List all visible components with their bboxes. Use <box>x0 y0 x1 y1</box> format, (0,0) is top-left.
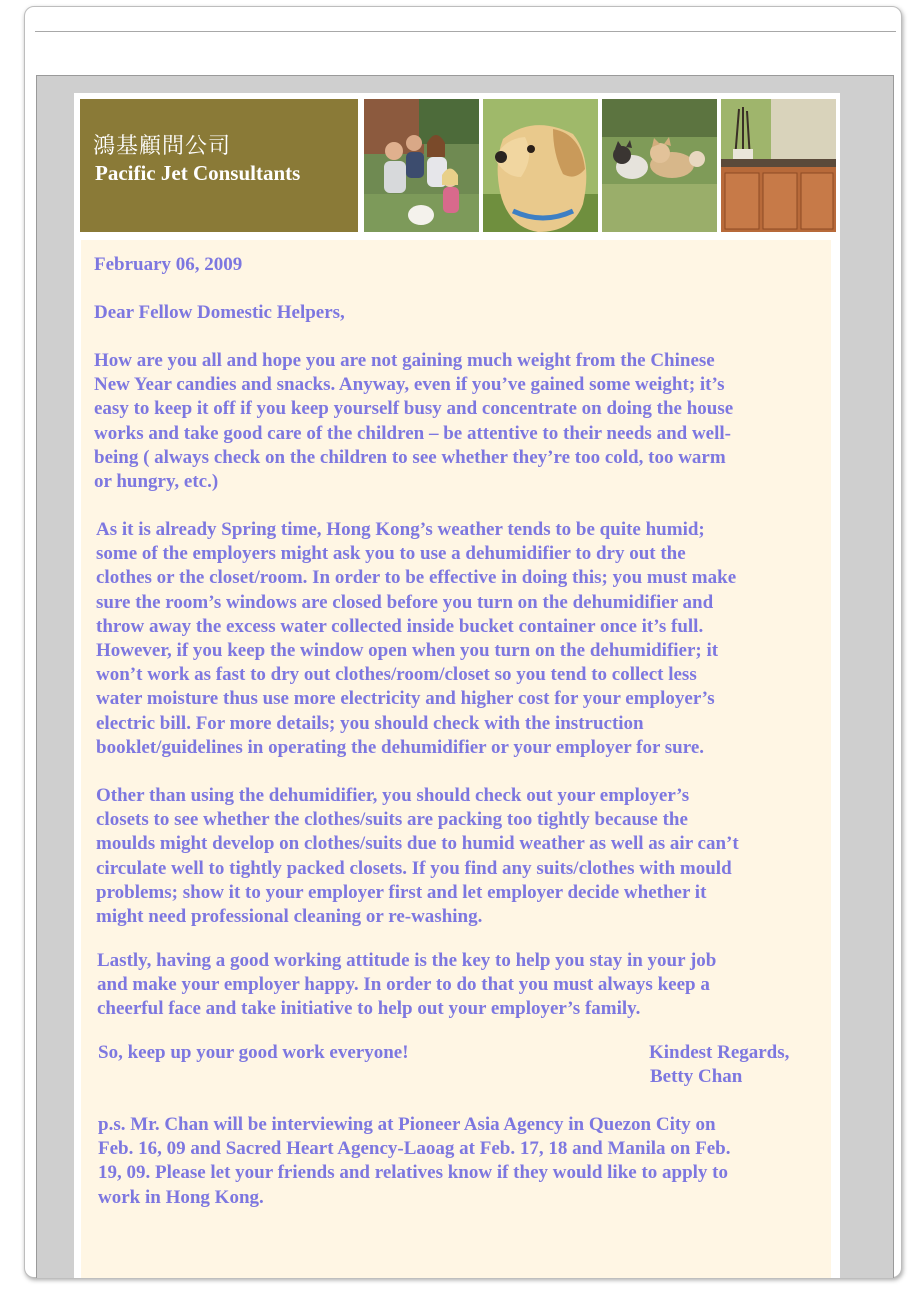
dog-photo <box>483 99 598 232</box>
letter-date: February 06, 2009 <box>94 254 243 275</box>
newsletter-banner <box>80 99 836 232</box>
company-name-chinese: 鴻基顧問公司 <box>93 134 232 159</box>
family-photo <box>364 99 479 232</box>
paragraph-dehumidifier: As it is already Spring time, Hong Kong’s weather tends to be quite humid; some of the employers might ask you to use a dehumidifier to dry out the clothes or the closet/room. In order to be effective in doing this; you must make sure the room’s windows are closed before you turn on the dehumidifier and throw away the excess water collected inside bucket container once it’s full. However, if you keep the window open when you turn on the dehumidifier; it won’t work as fast to dry out clothes/room/closet so you tend to collect less water moisture thus use more electricity and higher cost for your employer’s electric bill. For more details; you should check with the instruction booklet/guidelines in operating the dehumidifier or your employer for sure. <box>96 519 737 758</box>
company-name-english: Pacific Jet Consultants <box>95 161 301 185</box>
paragraph-closets: Other than using the dehumidifier, you should check out your employer’s closets to see whether the clothes/suits are packing too tightly because the moulds might develop on clothes/suits due to humid weather as well as air can’t circulate well to tightly packed closets. If you find any suits/clothes with mould problems; show it to your employer first and let employer decide whether it might need professional cleaning or re-washing. <box>96 785 739 928</box>
letter-salutation: Dear Fellow Domestic Helpers, <box>94 302 345 323</box>
header-divider <box>35 31 896 32</box>
document-viewport[interactable] <box>36 75 894 1278</box>
closing-line: So, keep up your good work everyone! <box>98 1042 409 1063</box>
signature-name: Betty Chan <box>650 1066 743 1087</box>
brand-block <box>80 99 358 232</box>
regards-line: Kindest Regards, <box>649 1042 790 1063</box>
newsletter-page <box>74 93 840 1278</box>
letter-body <box>81 240 831 1278</box>
postscript: p.s. Mr. Chan will be interviewing at Pioneer Asia Agency in Quezon City on Feb. 16, 09 and Sacred Heart Agency-Laoag at Feb. 17, 18 and Manila on Feb. 19, 09. Please let your friends and relatives know if they would like to apply to work in Hong Kong. <box>98 1114 731 1208</box>
window-frame <box>24 6 902 1278</box>
kitchen-photo <box>721 99 836 232</box>
paragraph-greeting: How are you all and hope you are not gaining much weight from the Chinese New Year candies and snacks. Anyway, even if you’ve gained some weight; it’s easy to keep it off if you keep yourself busy and concentrate on doing the house works and take good care of the children – be attentive to their needs and well- being ( always check on the children to see whether they’re too cold, too warm or hungry, etc.) <box>94 350 734 493</box>
paragraph-attitude: Lastly, having a good working attitude is the key to help you stay in your job and make your employer happy. In order to do that you must always keep a cheerful face and take initiative to help out your employer’s family. <box>97 950 717 1020</box>
kittens-photo <box>602 99 717 232</box>
